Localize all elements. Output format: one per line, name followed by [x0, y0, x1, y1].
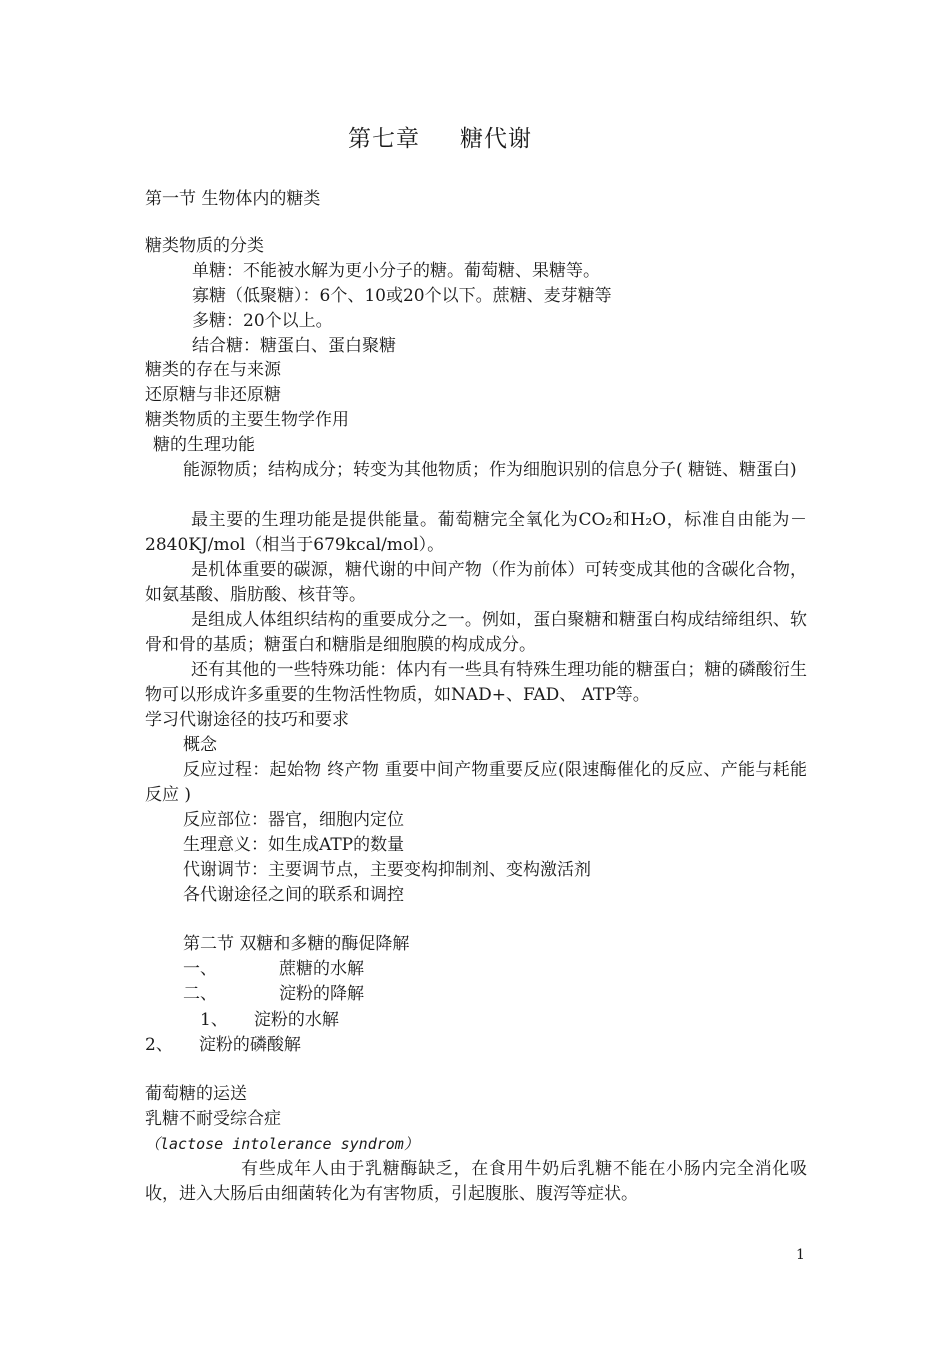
- lactose-description: 有些成年人由于乳糖酶缺乏，在食用牛奶后乳糖不能在小肠内完全消化吸收，进入大肠后由细菌转化为有害物质，引起腹胀、腹泻等症状。: [145, 1159, 807, 1204]
- section2-sub2-text: 淀粉的磷酸解: [198, 1035, 301, 1055]
- section2-item2-number: 二、: [183, 984, 217, 1004]
- section2-sub2: [145, 1033, 301, 1058]
- study-location: 反应部位：器官，细胞内定位: [183, 810, 404, 830]
- section2-sub1-text: 淀粉的水解: [253, 1010, 339, 1030]
- section2-sub1: [200, 1008, 339, 1033]
- study-relations: 各代谢途径之间的联系和调控: [183, 885, 404, 905]
- section1-heading: 第一节 生物体内的糖类: [145, 189, 321, 209]
- study-significance: 生理意义：如生成ATP的数量: [183, 835, 405, 855]
- classify-item-conjugated: 结合糖：糖蛋白、蛋白聚糖: [192, 336, 396, 356]
- heading-reducing-sugar: 还原糖与非还原糖: [145, 385, 281, 405]
- study-heading: 学习代谢途径的技巧和要求: [145, 710, 349, 730]
- section2-item1: [183, 957, 364, 982]
- paragraph-special-function: 还有其他的一些特殊功能：体内有一些具有特殊生理功能的糖蛋白；糖的磷酸衍生物可以形成许多重要的生物活性物质，如NAD+、FAD、 ATP等。: [145, 660, 807, 705]
- classify-item-mono: 单糖：不能被水解为更小分子的糖。葡萄糖、果糖等。: [192, 261, 600, 281]
- heading-existence: 糖类的存在与来源: [145, 360, 281, 380]
- glucose-transport-heading: 葡萄糖的运送: [145, 1084, 247, 1104]
- paragraph-energy: 最主要的生理功能是提供能量。葡萄糖完全氧化为CO₂和H₂O，标准自由能为－2840KJ/mol（相当于679kcal/mol）。: [145, 510, 807, 555]
- page-number: 1: [796, 1247, 805, 1263]
- function-text: 能源物质；结构成分；转变为其他物质；作为细胞识别的信息分子( 糖链、糖蛋白): [183, 460, 797, 480]
- classify-item-oligo: 寡糖（低聚糖）：6个、10或20个以下。蔗糖、麦芽糖等: [192, 286, 612, 306]
- study-regulation: 代谢调节：主要调节点，主要变构抑制剂、变构激活剂: [183, 860, 591, 880]
- chapter-title: [0, 122, 880, 156]
- section2-sub1-number: 1、: [200, 1010, 228, 1030]
- function-heading: 糖的生理功能: [153, 435, 255, 455]
- section2-sub2-number: 2、: [145, 1035, 173, 1055]
- section2-heading: 第二节 双糖和多糖的酶促降解: [183, 934, 410, 954]
- section2-item2-text: 淀粉的降解: [279, 984, 364, 1004]
- section2-item1-number: 一、: [183, 959, 217, 979]
- section2-item1-text: 蔗糖的水解: [279, 959, 364, 979]
- lactose-english-term: （lactose intolerance syndrom）: [145, 1135, 419, 1153]
- study-process: 反应过程：起始物 终产物 重要中间产物重要反应(限速酶催化的反应、产能与耗能反应 ): [145, 760, 807, 805]
- lactose-heading: 乳糖不耐受综合症: [145, 1109, 281, 1129]
- heading-biological-role: 糖类物质的主要生物学作用: [145, 410, 349, 430]
- study-concept: 概念: [183, 735, 217, 755]
- chapter-number: 第七章: [348, 126, 420, 152]
- paragraph-carbon-source: 是机体重要的碳源，糖代谢的中间产物（作为前体）可转变成其他的含碳化合物，如氨基酸、脂肪酸、核苷等。: [145, 560, 807, 605]
- chapter-name: 糖代谢: [460, 126, 532, 152]
- classify-item-poly: 多糖：20个以上。: [192, 311, 333, 331]
- classify-heading: 糖类物质的分类: [145, 236, 264, 256]
- paragraph-structure: 是组成人体组织结构的重要成分之一。例如，蛋白聚糖和糖蛋白构成结缔组织、软骨和骨的基质；糖蛋白和糖脂是细胞膜的构成成分。: [145, 610, 807, 655]
- section2-item2: [183, 982, 364, 1007]
